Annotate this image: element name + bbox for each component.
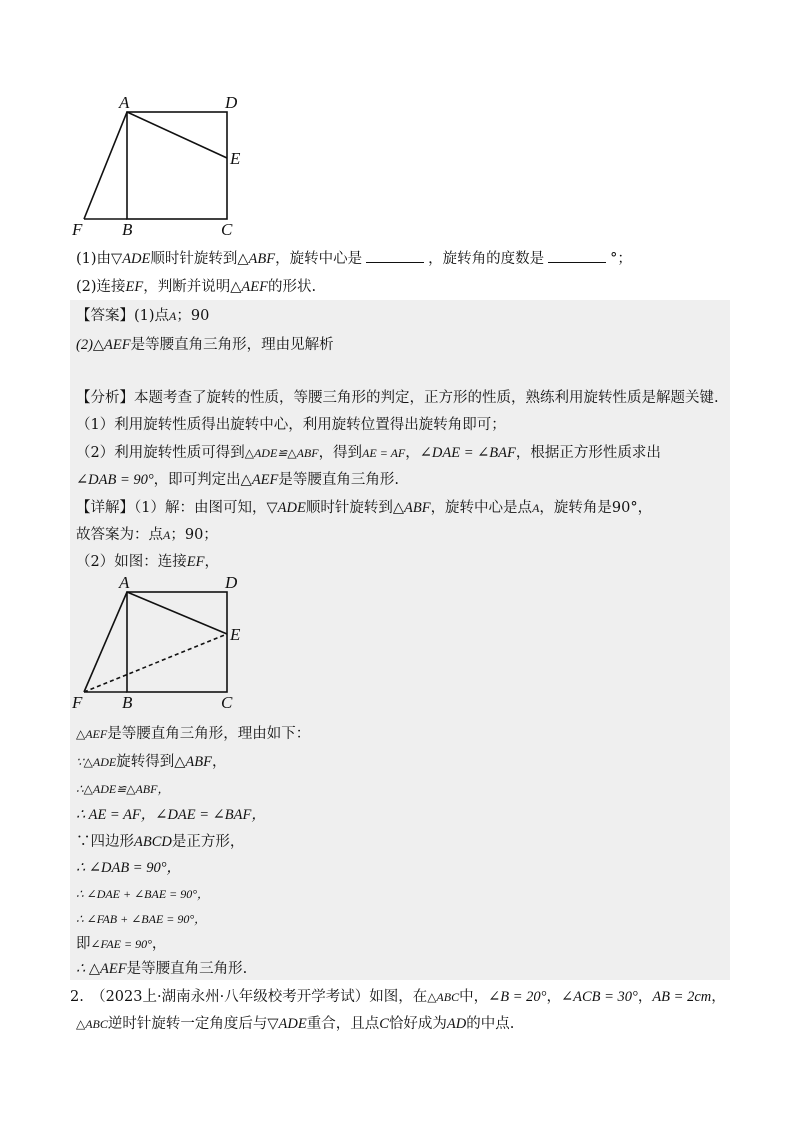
proof-2c: △ABF [174,754,212,770]
answer-label: 【答案】 [76,308,134,324]
proof-line-4 [76,805,266,825]
proof-line-6 [76,858,181,878]
answer-line-1 [76,306,209,326]
blank-rotation-angle[interactable] [548,248,606,263]
detail-2a: 故答案为：点 [76,527,163,543]
detail-3b: EF [186,554,205,570]
p2-2h: 的中点. [466,1016,515,1032]
label-e-2: E [230,625,241,644]
proof-1a: △AEF [76,727,108,741]
answer-a1-value: 90 [190,308,210,324]
answer-a1-sep: ； [176,308,191,324]
detail-1f: A [532,501,540,515]
proof-line-5 [76,832,244,852]
p2-2d: 重合，且点 [306,1016,380,1032]
detail-2d: 90 [184,527,204,543]
blank-rotation-center[interactable] [366,248,424,263]
p2-1c: 中， [459,989,489,1005]
q2-mid: ，判断并说明 [143,279,231,295]
segment-ae-2 [127,592,227,634]
analysis-3a: （2）利用旋转性质可得到 [76,445,245,461]
q1-center-text: ，旋转中心是 [275,251,363,267]
proof-8: ∴ ∠FAB + ∠BAE = 90°， [76,912,207,926]
proof-5c: 是正方形， [171,834,245,850]
proof-2a: ∵△ADE [76,755,117,769]
analysis-3f: ∠DAE = ∠BAF [419,445,516,461]
p2-1h: AB = 2cm [652,989,712,1005]
p2-1g: ， [637,989,653,1005]
proof-2d: ， [211,754,227,770]
proof-10a: ∴ △AEF [76,961,127,977]
q2-ef: EF [125,279,144,295]
analysis-line-4 [76,470,399,490]
analysis-4b: ，即可判定出 [153,472,241,488]
analysis-4c: △AEF [240,472,279,488]
detail-1i: ， [637,500,653,516]
detail-line-3 [76,552,219,572]
detail-line-2 [76,525,218,545]
analysis-3d: AE = AF [362,446,406,460]
label-b: B [122,220,133,237]
proof-line-3 [76,779,169,799]
label-c: C [221,220,233,237]
detail-2c: ； [170,527,185,543]
analysis-4d: 是等腰直角三角形. [278,472,400,488]
proof-5a: ∵四边形 [76,834,134,850]
proof-line-2 [76,752,226,772]
proof-6: ∴ ∠DAB = 90°， [76,860,182,876]
analysis-text-2: （1）利用旋转性质得出旋转中心，利用旋转位置得出旋转角即可； [76,417,506,433]
proof-1b: 是等腰直角三角形，理由如下： [107,726,311,742]
figure-1-square-diagram [70,92,260,237]
detail-3a: （2）如图：连接 [76,554,187,570]
p2-1d: ∠B = 20° [488,989,547,1005]
analysis-3g: ，根据正方形性质求出 [515,445,661,461]
analysis-label: 【分析】 [76,390,134,406]
square-abcd [127,112,227,219]
p2-2f: 恰好成为 [388,1016,447,1032]
q1-prefix: (1)由 [76,251,112,267]
q1-triangle-ade: ▽ADE [111,251,151,267]
square-abcd-2 [127,592,227,692]
p2-1a: 2. （2023上·湖南永州·八年级校考开学考试）如图，在 [70,989,428,1005]
proof-4: ∴ AE = AF，∠DAE = ∠BAF， [76,807,266,823]
detail-label: 【详解】 [76,500,134,516]
p2-2b: 逆时针旋转一定角度后与 [107,1016,268,1032]
question-1 [76,248,632,269]
detail-2b: A [163,528,171,542]
analysis-line-1 [76,388,719,408]
label-e: E [230,149,241,168]
detail-1d: △ABF [392,500,431,516]
answer-a2-text: 是等腰直角三角形，理由见解析 [130,337,334,353]
segment-af-2 [84,592,127,692]
proof-7: ∴ ∠DAE + ∠BAE = 90°， [76,887,210,901]
detail-2e: ； [203,527,218,543]
analysis-text-1: 本题考查了旋转的性质，等腰三角形的判定，正方形的性质，熟练利用旋转性质是解题关键. [134,390,719,406]
p2-1i: ， [711,989,726,1005]
q1-mid: 顺时针旋转到 [150,251,238,267]
proof-9b: ∠FAE = 90° [90,937,152,951]
q2-prefix: (2)连接 [76,279,126,295]
proof-line-7 [76,884,209,904]
proof-5b: ABCD [134,834,172,850]
label-d-2: D [225,573,238,592]
analysis-line-2 [76,415,506,435]
analysis-3c: ，得到 [318,445,363,461]
answer-line-2 [76,335,334,355]
label-b-2: B [122,693,133,712]
proof-3: ∴△ADE≌△ABF， [76,782,170,796]
q1-angle-text: ，旋转角的度数是 [428,251,545,267]
detail-1g: ，旋转角是 [539,500,612,516]
p2-1e: ， [546,989,561,1005]
q1-triangle-abf: △ABF [237,251,276,267]
p2-2e: C [379,1016,389,1032]
detail-1a: （1）解：由图可知， [134,500,267,516]
proof-line-9 [76,934,166,954]
segment-ae [127,112,227,158]
label-f-2: F [72,693,83,712]
detail-3c: ， [204,554,219,570]
label-a: A [119,93,130,112]
detail-line-1 [76,498,652,518]
detail-1b: ▽ADE [266,500,306,516]
label-d: D [225,93,238,112]
proof-2b: 旋转得到 [116,754,175,770]
proof-line-8 [76,909,206,929]
p2-2a: △ABC [76,1017,108,1031]
p2-1b: △ABC [427,990,460,1004]
q2-triangle-aef: △AEF [230,279,268,295]
segment-af [84,112,127,219]
analysis-line-3 [76,443,661,463]
detail-1h: 90° [611,500,638,516]
proof-line-10 [76,959,247,979]
detail-1e: ，旋转中心是点 [430,500,533,516]
label-f: F [72,220,83,237]
proof-10b: 是等腰直角三角形. [126,961,248,977]
q2-end: 的形状. [268,279,317,295]
proof-9c: ， [151,936,167,952]
analysis-3b: △ADE≌△ABF [244,446,319,460]
p2-1f: ∠ACB = 30° [560,989,638,1005]
answer-a1-point: A [169,309,177,323]
answer-a1-prefix: (1)点 [134,308,170,324]
proof-9a: 即 [76,936,91,952]
question-2 [76,277,316,297]
q1-end: °； [610,251,632,267]
p2-2g: AD [446,1016,467,1032]
analysis-4a: ∠DAB = 90° [76,472,154,488]
figure-2-square-diagram-with-ef [70,572,260,717]
problem2-line-2 [76,1014,514,1034]
detail-1c: 顺时针旋转到 [305,500,393,516]
label-c-2: C [221,693,233,712]
analysis-3e: ， [405,445,420,461]
proof-line-1 [76,724,310,744]
p2-2c: ▽ADE [267,1016,307,1032]
answer-a2-triangle: (2)△AEF [76,337,131,353]
label-a-2: A [119,573,130,592]
problem2-line-1 [70,987,726,1007]
